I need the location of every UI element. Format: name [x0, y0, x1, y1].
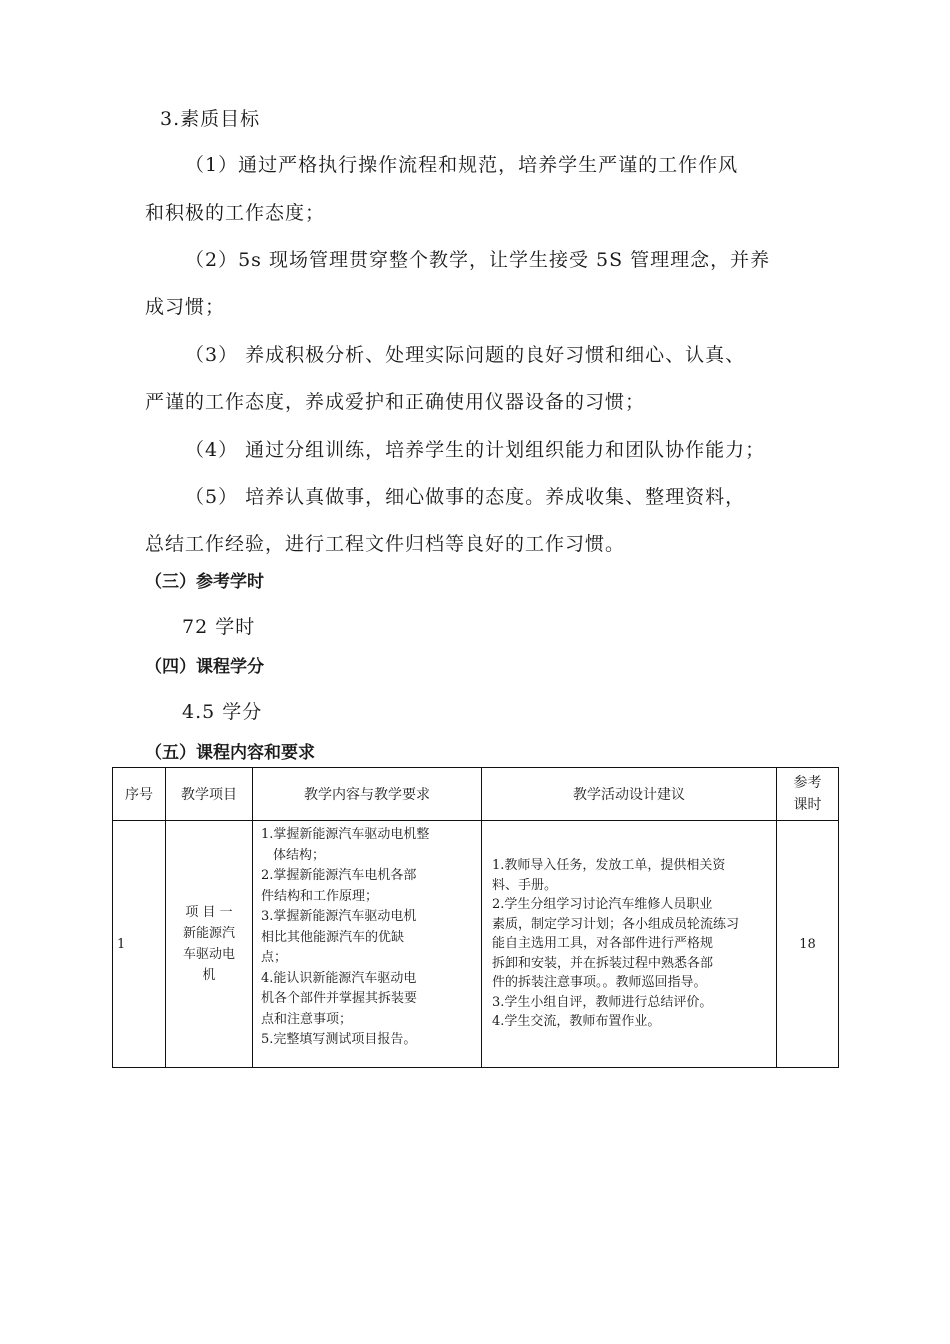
quality-item-3-line-2: 严谨的工作态度，养成爱护和正确使用仪器设备的习惯；: [145, 391, 646, 413]
quality-item-4-line-1: （4） 通过分组训练，培养学生的计划组织能力和团队协作能力；: [185, 439, 766, 461]
course-credits-heading: （四）课程学分: [145, 657, 264, 677]
activity-line: 2.学生分组学习讨论汽车维修人员职业: [492, 897, 713, 913]
activity-line: 1.教师导入任务，发放工单，提供相关资: [492, 858, 726, 874]
requirement-line: 2.掌握新能源汽车电机各部: [261, 868, 417, 883]
header-activities: 教学活动设计建议: [482, 768, 777, 821]
requirement-line: 3.掌握新能源汽车驱动电机: [261, 909, 417, 924]
project-line: 项 目 一: [185, 905, 233, 920]
header-index: 序号: [113, 768, 166, 821]
header-hours-line-1: 参考: [793, 775, 822, 791]
header-requirements: 教学内容与教学要求: [253, 768, 482, 821]
table-header-row: [113, 768, 839, 821]
requirement-line: 4.能认识新能源汽车驱动电: [261, 970, 417, 986]
project-line: 机: [202, 968, 216, 983]
reference-hours-heading: （三）参考学时: [145, 572, 264, 592]
requirement-line: 件结构和工作原理；: [261, 888, 379, 904]
requirement-line: 点和注意事项；: [261, 1011, 353, 1027]
course-credits-value: 4.5 学分: [182, 701, 263, 723]
activity-line: 4.学生交流，教师布置作业。: [492, 1014, 661, 1030]
quality-item-2-line-2: 成习惯；: [145, 296, 226, 318]
quality-item-3-line-1: （3） 养成积极分析、处理实际问题的良好习惯和细心、认真、: [185, 344, 746, 366]
header-hours-line-2: 课时: [793, 797, 822, 813]
quality-goals-heading: 3.素质目标: [160, 108, 261, 130]
requirement-line: 5.完整填写测试项目报告。: [261, 1032, 417, 1047]
quality-item-5-line-2: 总结工作经验，进行工程文件归档等良好的工作习惯。: [145, 533, 626, 555]
header-project: 教学项目: [166, 768, 253, 821]
project-line: 新能源汽: [182, 926, 235, 941]
requirement-line: 体结构；: [273, 847, 326, 863]
activity-line: 拆卸和安装，并在拆装过程中熟悉各部: [492, 955, 714, 971]
quality-item-5-line-1: （5） 培养认真做事，细心做事的态度。养成收集、整理资料，: [185, 486, 746, 508]
requirement-line: 1.掌握新能源汽车驱动电机整: [261, 827, 430, 842]
row-activities-cell: [482, 821, 777, 1068]
header-hours: [777, 768, 839, 821]
course-content-table: [112, 767, 839, 1068]
activity-line: 素质，制定学习计划；各小组成员轮流练习: [492, 916, 740, 932]
row-hours-cell: 18: [777, 821, 839, 1068]
project-line: 车驱动电: [182, 947, 235, 962]
activity-line: 3.学生小组自评，教师进行总结评价。: [492, 994, 713, 1010]
row-project-cell: [166, 821, 253, 1068]
row-requirements-cell: [253, 821, 482, 1068]
course-content-heading: （五）课程内容和要求: [145, 743, 315, 763]
row-index-cell: 1: [113, 821, 166, 1068]
quality-item-1-line-2: 和积极的工作态度；: [145, 202, 326, 224]
activity-line: 料、手册。: [492, 877, 558, 893]
requirement-line: 点；: [261, 950, 288, 965]
reference-hours-value: 72 学时: [182, 616, 256, 638]
activity-line: 能自主选用工具，对各部件进行严格规: [492, 936, 714, 952]
requirement-line: 相比其他能源汽车的优缺: [261, 929, 405, 945]
requirement-line: 机各个部件并掌握其拆装要: [261, 991, 418, 1006]
quality-item-2-line-1: （2）5s 现场管理贯穿整个教学，让学生接受 5S 管理理念，并养: [185, 249, 771, 271]
activity-line: 件的拆装注意事项。。教师巡回指导。: [492, 975, 707, 991]
table-row: [113, 821, 839, 1068]
quality-item-1-line-1: （1）通过严格执行操作流程和规范，培养学生严谨的工作作风: [185, 154, 739, 176]
